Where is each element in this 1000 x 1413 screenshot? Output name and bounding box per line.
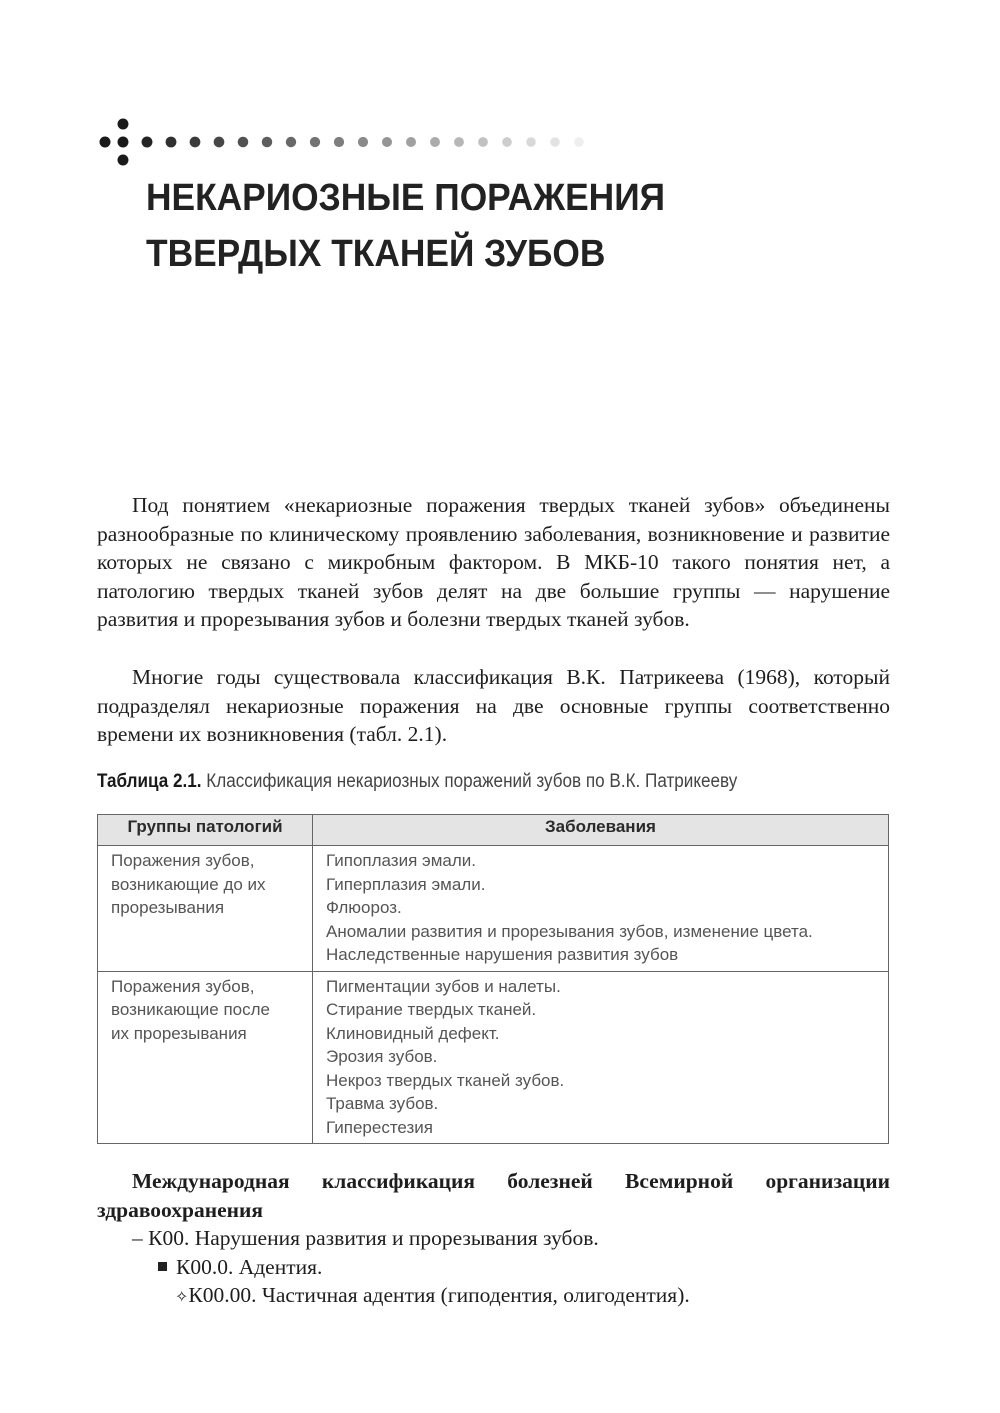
ornament-dot xyxy=(358,137,368,147)
chapter-title-line-2: ТВЕРДЫХ ТКАНЕЙ ЗУБОВ xyxy=(146,233,606,275)
ornament-dot xyxy=(118,155,129,166)
table-row xyxy=(98,971,889,1144)
ornament-dot xyxy=(100,137,111,148)
table-caption-text: Классификация некариозных поражений зубов по В.К. Патрикееву xyxy=(206,771,738,792)
disease-item: Пигментации зубов и налеты. xyxy=(326,976,561,996)
ornament-dot xyxy=(502,137,512,147)
ornament-dot xyxy=(454,137,464,147)
disease-item: Эрозия зубов. xyxy=(326,1047,438,1066)
square-bullet-icon xyxy=(158,1262,167,1271)
table-header-groups: Группы патологий xyxy=(98,815,313,846)
ornament-dot xyxy=(190,137,201,148)
ornament-dot xyxy=(214,137,225,148)
icd-heading: Международная классификация болезней Всемирной организации здравоохранения xyxy=(97,1169,890,1222)
ornament-dot xyxy=(262,137,272,147)
intro-paragraph-1: Под понятием «некариозные поражения твердых тканей зубов» объединены разнообразные по клиническому проявлению заболевания, возникновение и развитие которых не связано с микробным фактором. В МКБ-10 такого понятия нет, а патологию твердых тканей зубов делят на две большие группы — нарушение развития и прорезывания зубов и болезни твердых тканей зубов. xyxy=(97,493,890,631)
table-cell-diseases xyxy=(313,971,889,1144)
ornament-dot xyxy=(478,137,488,147)
ornament-dot xyxy=(118,137,129,148)
ornament-dot xyxy=(526,137,536,147)
group-line: Поражения зубов, xyxy=(111,976,255,996)
disease-item: Наследственные нарушения развития зубов xyxy=(326,945,679,964)
ornament-dot xyxy=(166,137,177,148)
group-line: Поражения зубов, xyxy=(111,851,255,870)
disease-item: Гиперплазия эмали. xyxy=(326,874,486,894)
icd-item-level-2 xyxy=(158,1253,322,1282)
disease-item: Аномалии развития и прорезывания зубов, изменение цвета. xyxy=(326,921,813,941)
ornament-dot xyxy=(286,137,296,147)
disease-item: Гипоплазия эмали. xyxy=(326,851,476,870)
disease-item: Стирание твердых тканей. xyxy=(326,1000,537,1019)
group-line: возникающие после xyxy=(111,1000,270,1019)
table-caption-label: Таблица 2.1. xyxy=(97,771,202,792)
table-caption xyxy=(97,768,817,796)
table-header-diseases: Заболевания xyxy=(313,815,889,846)
icd-item-level-3 xyxy=(175,1281,690,1312)
disease-item: Травма зубов. xyxy=(326,1094,439,1113)
icd-item-text: К00.00. Частичная адентия (гиподентия, олигодентия). xyxy=(188,1283,690,1307)
disease-item: Гиперестезия xyxy=(326,1117,433,1137)
table-cell-diseases xyxy=(313,846,889,972)
ornament-dot xyxy=(430,137,440,147)
table-header-row xyxy=(98,815,889,846)
icd-item-text: К00.0. Адентия. xyxy=(176,1255,323,1279)
group-line: их прорезывания xyxy=(111,1023,247,1043)
icd-item-level-1 xyxy=(132,1224,599,1253)
group-line: возникающие до их xyxy=(111,874,266,894)
table-cell-group xyxy=(98,971,313,1144)
disease-item: Флюороз. xyxy=(326,898,402,917)
icd-item-text: К00. Нарушения развития и прорезывания зубов. xyxy=(148,1226,599,1250)
dash-marker: – xyxy=(132,1226,143,1250)
ornament-dot xyxy=(406,137,416,147)
table-row xyxy=(98,846,889,972)
disease-item: Некроз твердых тканей зубов. xyxy=(326,1070,565,1090)
ornament-dot xyxy=(142,137,153,148)
ornament-dot xyxy=(334,137,344,147)
chapter-title xyxy=(146,170,665,282)
intro-paragraph-2: Многие годы существовала классификация В.К. Патрикеева (1968), который подразделял некариозные поражения на две основные группы соответственно времени их возникновения (табл. 2.1). xyxy=(97,665,890,746)
ornament-dot xyxy=(310,137,320,147)
ornament-dot xyxy=(118,119,129,130)
chapter-title-line-1: НЕКАРИОЗНЫЕ ПОРАЖЕНИЯ xyxy=(146,177,666,219)
table-cell-group xyxy=(98,846,313,972)
ornament-dot xyxy=(238,137,249,148)
group-line: прорезывания xyxy=(111,898,225,917)
disease-item: Клиновидный дефект. xyxy=(326,1023,500,1043)
decorative-dot-ornament xyxy=(0,0,600,175)
ornament-dot xyxy=(550,137,559,146)
ornament-dot xyxy=(382,137,392,147)
diamond-bullet-icon: ✧ xyxy=(175,1287,189,1306)
classification-table xyxy=(97,814,889,1144)
ornament-dot xyxy=(574,137,583,146)
